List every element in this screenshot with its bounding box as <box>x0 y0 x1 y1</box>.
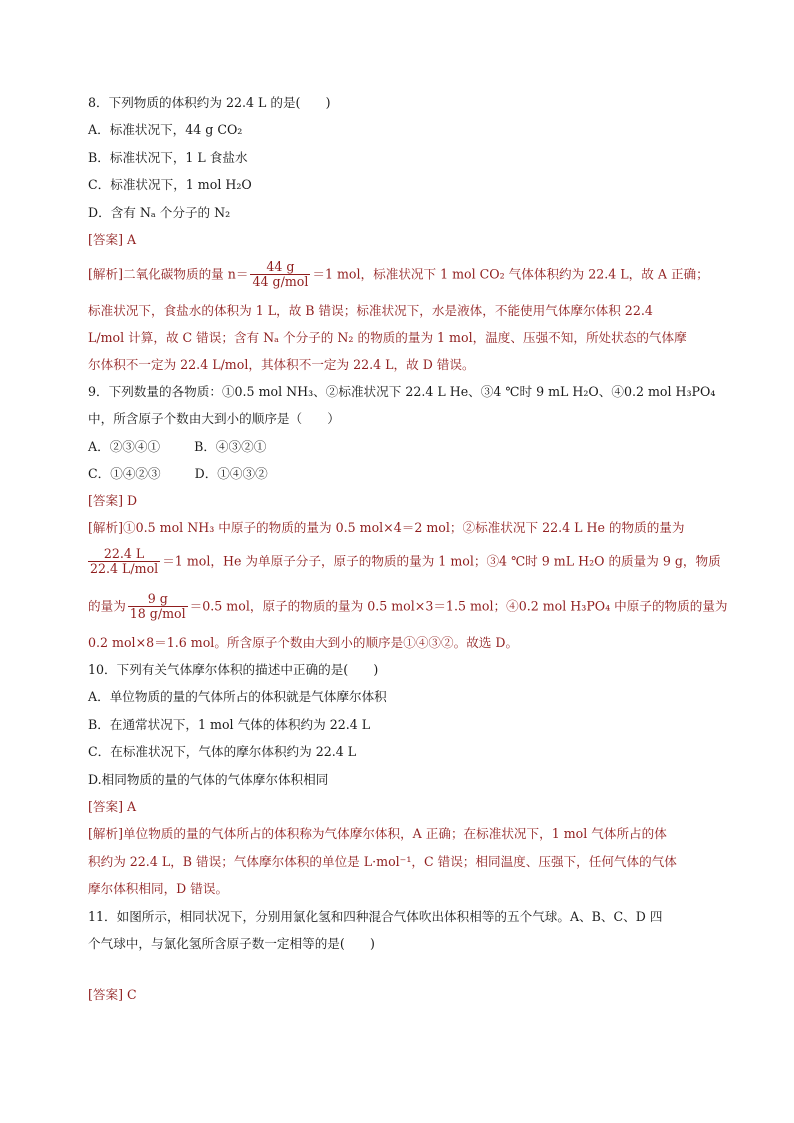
q9-explanation-line4: 0.2 mol×8＝1.6 mol。所含原子个数由大到小的顺序是①④③②。故选 D。 <box>88 635 519 650</box>
fraction: $\frac{44 g}{\text{44 g/mol}}$ <box>252 259 309 290</box>
q8-explanation-line4: 尔体积不一定为 22.4 L/mol，其体积不一定为 22.4 L，故 D 错误。 <box>88 357 475 372</box>
q10-explanation-line3: 摩尔体积相同，D 错误。 <box>88 881 229 896</box>
q9-options-row2 <box>88 468 268 481</box>
fraction: $\frac{22.4 L}{\text{22.4 L/mol}}$ <box>90 546 159 577</box>
q8-stem: 8．下列物质的体积约为 22.4 L 的是( ) <box>88 95 331 110</box>
q10-option-b: B．在通常状况下，1 mol 气体的体积约为 22.4 L <box>88 717 371 732</box>
q8-explanation-line2: 标准状况下，食盐水的体积为 1 L，故 B 错误；标准状况下，水是液体，不能使用气体摩尔体积 22.4 <box>88 303 653 318</box>
q11-stem-line1: 11．如图所示，相同状况下，分别用氯化氢和四种混合气体吹出体积相等的五个气球。A、B、C、D 四 <box>88 909 663 924</box>
q9-explanation-line1: [解析]①0.5 mol NH₃ 中原子的物质的量为 0.5 mol×4＝2 mol；②标准状况下 22.4 L He 的物质的量为 <box>88 520 685 535</box>
q10-explanation-line2: 积约为 22.4 L，B 错误；气体摩尔体积的单位是 L·mol⁻¹，C 错误；相同温度、压强下，任何气体的气体 <box>88 854 677 869</box>
q8-option-c: C．标准状况下，1 mol H₂O <box>88 177 252 192</box>
q9-options-row1 <box>88 441 266 454</box>
q8-option-a: A．标准状况下，44 g CO₂ <box>88 122 243 137</box>
q10-option-c: C．在标准状况下，气体的摩尔体积约为 22.4 L <box>88 744 357 759</box>
q8-answer: [答案] A <box>88 232 137 247</box>
q8-option-d: D．含有 Nₐ 个分子的 N₂ <box>88 205 231 220</box>
q8-explanation-line1: [解析]二氧化碳物质的量 n＝ $\frac{44 g}{\text{44 g/mol}}$ ＝1 mol，标准状况下 1 mol CO₂ 气体体积约为 22.4 L，故 A 正确； <box>88 259 709 290</box>
q9-explanation-line2: $\frac{22.4 L}{\text{22.4 L/mol}}$ ＝1 mol，He 为单原子分子，原子的物质的量为 1 mol；③4 ℃时 9 mL H₂O 的质量为 9 g，物质 <box>90 546 721 577</box>
q8-explanation-line3: L/mol 计算，故 C 错误；含有 Nₐ 个分子的 N₂ 的物质的量为 1 mol，温度、压强不知，所处状态的气体摩 <box>88 330 687 345</box>
q9-explanation-line3: 的量为 $\frac{9 g}{\text{18 g/mol}}$ ＝0.5 mol，原子的物质的量为 0.5 mol×3＝1.5 mol；④0.2 mol H₃PO₄ 中原子的物质的量为 <box>88 591 728 622</box>
fraction: $\frac{9 g}{\text{18 g/mol}}$ <box>129 591 186 622</box>
q10-stem: 10．下列有关气体摩尔体积的描述中正确的是( ) <box>88 662 379 677</box>
q10-answer: [答案] A <box>88 799 137 814</box>
q9-answer: [答案] D <box>88 493 138 508</box>
q9-option-d: D．①④③② <box>194 466 268 481</box>
q9-stem-line2: 中，所含原子个数由大到小的顺序是（ ） <box>88 411 340 426</box>
q9-option-b: B．④③②① <box>194 439 267 454</box>
q11-answer: [答案] C <box>88 987 137 1002</box>
q9-stem-line1: 9．下列数量的各物质：①0.5 mol NH₃、②标准状况下 22.4 L He、③4 ℃时 9 mL H₂O、④0.2 mol H₃PO₄ <box>88 384 716 399</box>
q10-explanation-line1: [解析]单位物质的量的气体所占的体积称为气体摩尔体积，A 正确；在标准状况下，1 mol 气体所占的体 <box>88 826 667 841</box>
q10-option-d: D.相同物质的量的气体的气体摩尔体积相同 <box>88 772 329 787</box>
q11-stem-line2: 个气球中，与氯化氢所含原子数一定相等的是( ) <box>88 936 375 951</box>
q9-option-a: A．②③④① <box>88 439 161 454</box>
q10-option-a: A．单位物质的量的气体所占的体积就是气体摩尔体积 <box>88 689 387 704</box>
q8-option-b: B．标准状况下，1 L 食盐水 <box>88 150 248 165</box>
q9-option-c: C．①④②③ <box>88 466 161 481</box>
